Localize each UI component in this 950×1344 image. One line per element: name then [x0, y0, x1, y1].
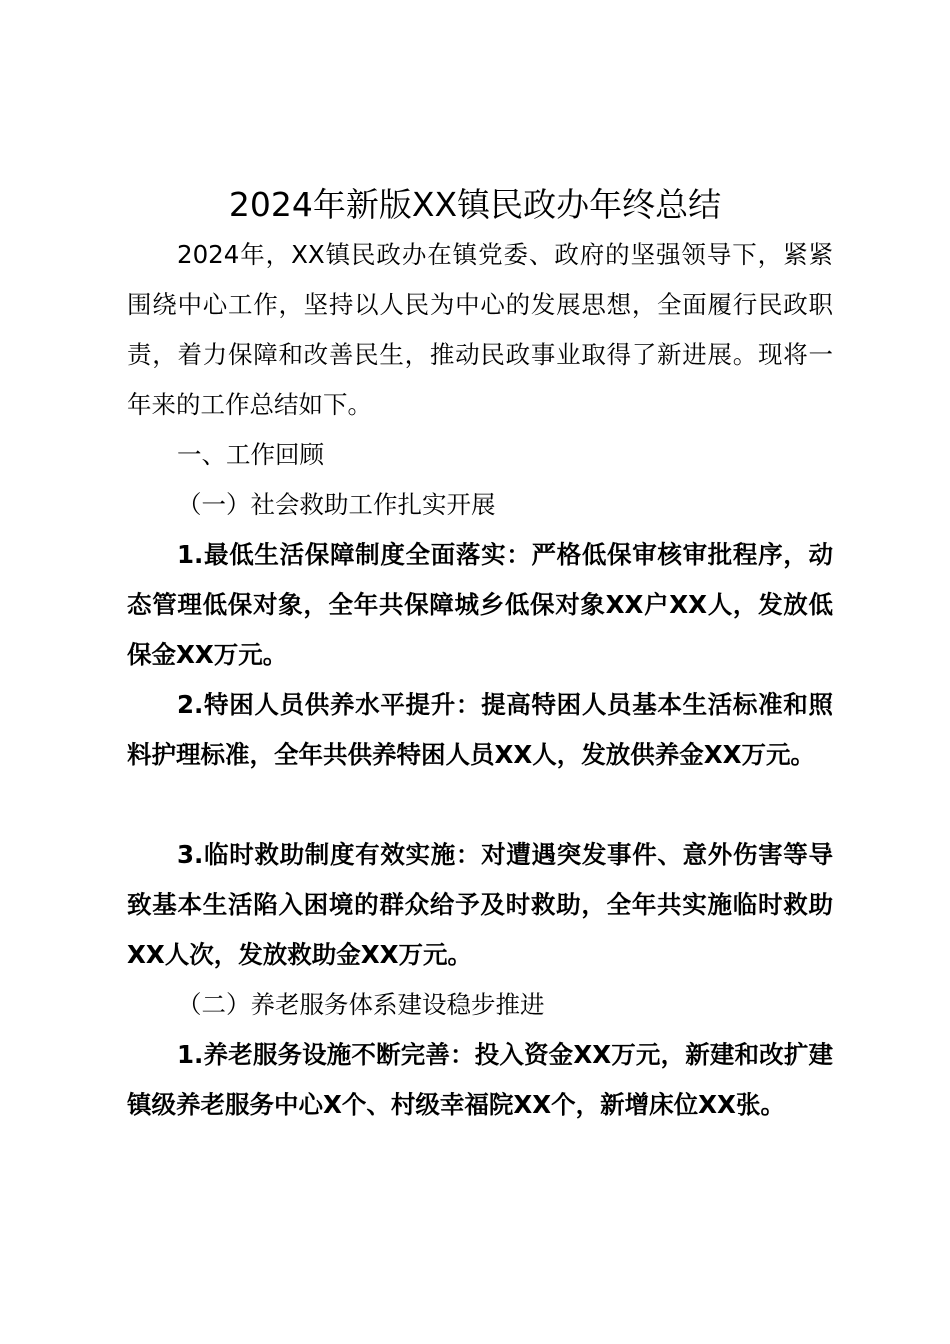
subsection-heading-elderly-care: （二）养老服务体系建设稳步推进 — [177, 990, 545, 1019]
paragraph-minimum-living-security: 1.最低生活保障制度全面落实：严格低保审核审批程序，动态管理低保对象，全年共保障城乡低保对象XX户XX人，发放低保金XX万元。 — [127, 540, 833, 669]
document-title: 2024年新版XX镇民政办年终总结 — [228, 185, 722, 224]
subsection-heading-social-assistance: （一）社会救助工作扎实开展 — [177, 490, 496, 519]
paragraph-temporary-assistance: 3.临时救助制度有效实施：对遭遇突发事件、意外伤害等导致基本生活陷入困境的群众给予及时救助，全年共实施临时救助XX人次，发放救助金XX万元。 — [127, 840, 833, 969]
paragraph-elderly-care-facilities: 1.养老服务设施不断完善：投入资金XX万元，新建和改扩建镇级养老服务中心X个、村级幸福院XX个，新增床位XX张。 — [127, 1040, 833, 1119]
section-heading-work-review: 一、工作回顾 — [177, 440, 324, 469]
intro-paragraph: 2024年，XX镇民政办在镇党委、政府的坚强领导下，紧紧围绕中心工作，坚持以人民为中心的发展思想，全面履行民政职责，着力保障和改善民生，推动民政事业取得了新进展。现将一年来的工作总结如下。 — [127, 240, 833, 419]
paragraph-special-hardship-support: 2.特困人员供养水平提升：提高特困人员基本生活标准和照料护理标准，全年共供养特困人员XX人，发放供养金XX万元。 — [127, 690, 833, 769]
